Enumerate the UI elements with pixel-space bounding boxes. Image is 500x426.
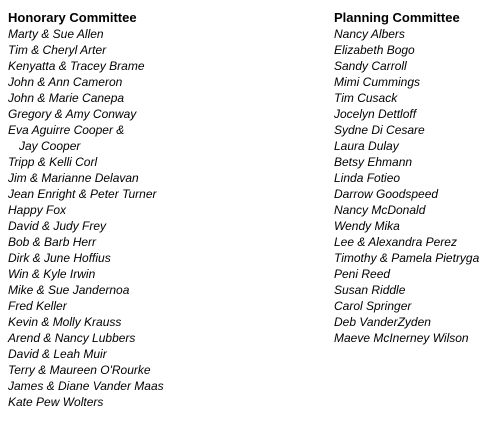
honorary-member: Jim & Marianne Delavan [8, 171, 139, 185]
planning-member: Lee & Alexandra Perez [334, 235, 457, 249]
planning-member: Sydne Di Cesare [334, 123, 425, 137]
honorary-member: Kenyatta & Tracey Brame [8, 59, 145, 73]
planning-member: Peni Reed [334, 267, 391, 281]
honorary-member: Bob & Barb Herr [8, 235, 97, 249]
honorary-member: David & Leah Muir [8, 347, 107, 361]
planning-member: Carol Springer [334, 299, 412, 313]
planning-member: Jocelyn Dettloff [334, 107, 417, 121]
honorary-member: Tim & Cheryl Arter [8, 43, 107, 57]
planning-member: Tim Cusack [334, 91, 398, 105]
honorary-member: John & Ann Cameron [8, 75, 123, 89]
honorary-member: Kevin & Molly Krauss [8, 315, 122, 329]
planning-committee-heading: Planning Committee [334, 10, 460, 25]
planning-committee-column [334, 10, 500, 346]
planning-member: Mimi Cummings [334, 75, 421, 89]
honorary-committee-list [8, 26, 308, 410]
honorary-member: Arend & Nancy Lubbers [8, 331, 136, 345]
planning-member: Laura Dulay [334, 139, 399, 153]
planning-member: Wendy Mika [334, 219, 400, 233]
planning-member: Susan Riddle [334, 283, 406, 297]
planning-member: Linda Fotieo [334, 171, 401, 185]
honorary-member: Tripp & Kelli Corl [8, 155, 98, 169]
honorary-member: Marty & Sue Allen [8, 27, 104, 41]
honorary-member: Fred Keller [8, 299, 67, 313]
honorary-member: Gregory & Amy Conway [8, 107, 137, 121]
planning-member: Elizabeth Bogo [334, 43, 415, 57]
planning-member: Nancy Albers [334, 27, 405, 41]
planning-member: Nancy McDonald [334, 203, 426, 217]
planning-member: Deb VanderZyden [334, 315, 431, 329]
honorary-member: Mike & Sue Jandernoa [8, 283, 130, 297]
planning-member: Timothy & Pamela Pietryga [334, 251, 480, 265]
planning-member: Betsy Ehmann [334, 155, 413, 169]
honorary-member: Terry & Maureen O'Rourke [8, 363, 151, 377]
honorary-member: Dirk & June Hoffius [8, 251, 111, 265]
honorary-committee-heading: Honorary Committee [8, 10, 137, 25]
planning-member: Maeve McInerney Wilson [334, 331, 469, 345]
honorary-member: Jean Enright & Peter Turner [8, 187, 157, 201]
honorary-committee-column [8, 10, 308, 410]
planning-member: Sandy Carroll [334, 59, 407, 73]
honorary-member: Eva Aguirre Cooper & [8, 123, 125, 137]
honorary-member: John & Marie Canepa [8, 91, 125, 105]
honorary-member: David & Judy Frey [8, 219, 107, 233]
honorary-member: James & Diane Vander Maas [8, 379, 164, 393]
honorary-member: Kate Pew Wolters [8, 395, 104, 409]
honorary-member-continuation: Jay Cooper [19, 139, 81, 153]
honorary-member: Happy Fox [8, 203, 67, 217]
planning-committee-list [334, 26, 500, 346]
honorary-member: Win & Kyle Irwin [8, 267, 96, 281]
planning-member: Darrow Goodspeed [334, 187, 439, 201]
